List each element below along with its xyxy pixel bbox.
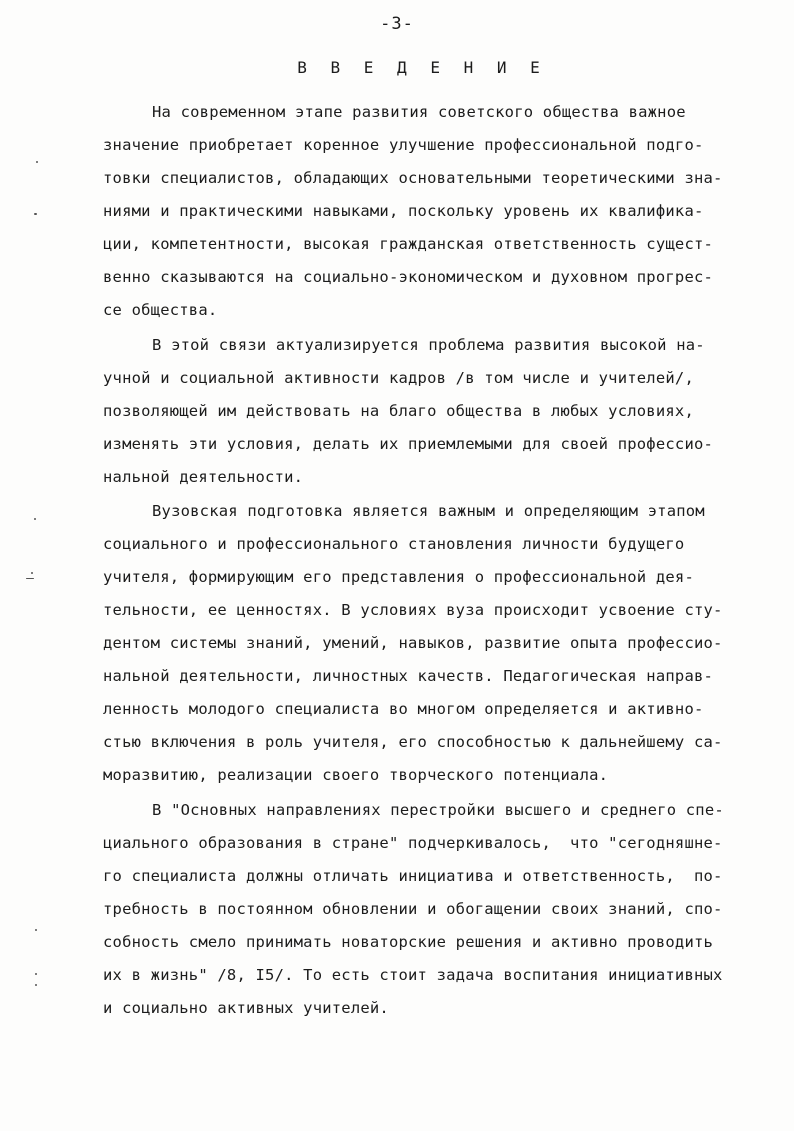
text-line: товки специалистов, обладающих основательными теоретическими зна- xyxy=(103,169,723,187)
text-line: стью включения в роль учителя, его способностью к дальнейшему са- xyxy=(103,733,723,751)
scan-speck xyxy=(36,161,38,163)
section-heading: В В Е Д Е Н И Е xyxy=(297,58,547,77)
text-line: значение приобретает коренное улучшение профессиональной подго- xyxy=(103,136,704,154)
text-line: тельности, ее ценностях. В условиях вуза происходит усвоение сту- xyxy=(103,601,723,619)
text-line: собность смело принимать новаторские решения и активно проводить xyxy=(103,933,714,951)
text-line: В этой связи актуализируется проблема развития высокой на- xyxy=(152,336,705,354)
scan-speck xyxy=(34,518,36,520)
text-line: позволяющей им действовать на благо общества в любых условиях, xyxy=(103,402,694,420)
text-line: нальной деятельности, личностных качеств. Педагогическая направ- xyxy=(103,667,714,685)
text-line: се общества. xyxy=(103,301,218,319)
text-line: социального и профессионального становления личности будущего xyxy=(103,535,685,553)
scan-speck xyxy=(34,213,37,215)
text-line: изменять эти условия, делать их приемлемыми для своей профессио- xyxy=(103,435,714,453)
text-line: дентом системы знаний, умений, навыков, развитие опыта профессио- xyxy=(103,634,723,652)
scan-speck xyxy=(35,984,37,986)
text-line: ниями и практическими навыками, поскольку уровень их квалифика- xyxy=(103,202,704,220)
text-line: В "Основных направлениях перестройки высшего и среднего спе- xyxy=(152,801,724,819)
text-line: и социально активных учителей. xyxy=(103,999,389,1017)
scan-speck xyxy=(35,929,37,931)
scan-speck xyxy=(31,572,33,574)
text-line: нальной деятельности. xyxy=(103,468,304,486)
text-line: На современном этапе развития советского общества важное xyxy=(152,103,686,121)
text-line: требность в постоянном обновлении и обогащении своих знаний, спо- xyxy=(103,900,723,918)
text-line: учной и социальной активности кадров /в том числе и учителей/, xyxy=(103,369,694,387)
page-number: -3- xyxy=(380,14,414,34)
text-line: ленность молодого специалиста во многом определяется и активно- xyxy=(103,700,704,718)
text-line: венно сказываются на социально-экономическом и духовном прогрес- xyxy=(103,268,714,286)
text-line: го специалиста должны отличать инициатива и ответственность, по- xyxy=(103,867,723,885)
text-line: циального образования в стране" подчеркивалось, что "сегодняшне- xyxy=(103,834,723,852)
text-line: ции, компетентности, высокая гражданская ответственность сущест- xyxy=(103,235,714,253)
text-line: моразвитию, реализации своего творческого потенциала. xyxy=(103,766,609,784)
text-line: учителя, формирующим его представления о профессиональной дея- xyxy=(103,568,694,586)
text-line: Вузовская подготовка является важным и определяющим этапом xyxy=(152,502,705,520)
text-line: их в жизнь" /8, I5/. То есть стоит задача воспитания инициативных xyxy=(103,966,723,984)
scan-speck xyxy=(26,578,34,579)
scan-speck xyxy=(35,973,37,975)
